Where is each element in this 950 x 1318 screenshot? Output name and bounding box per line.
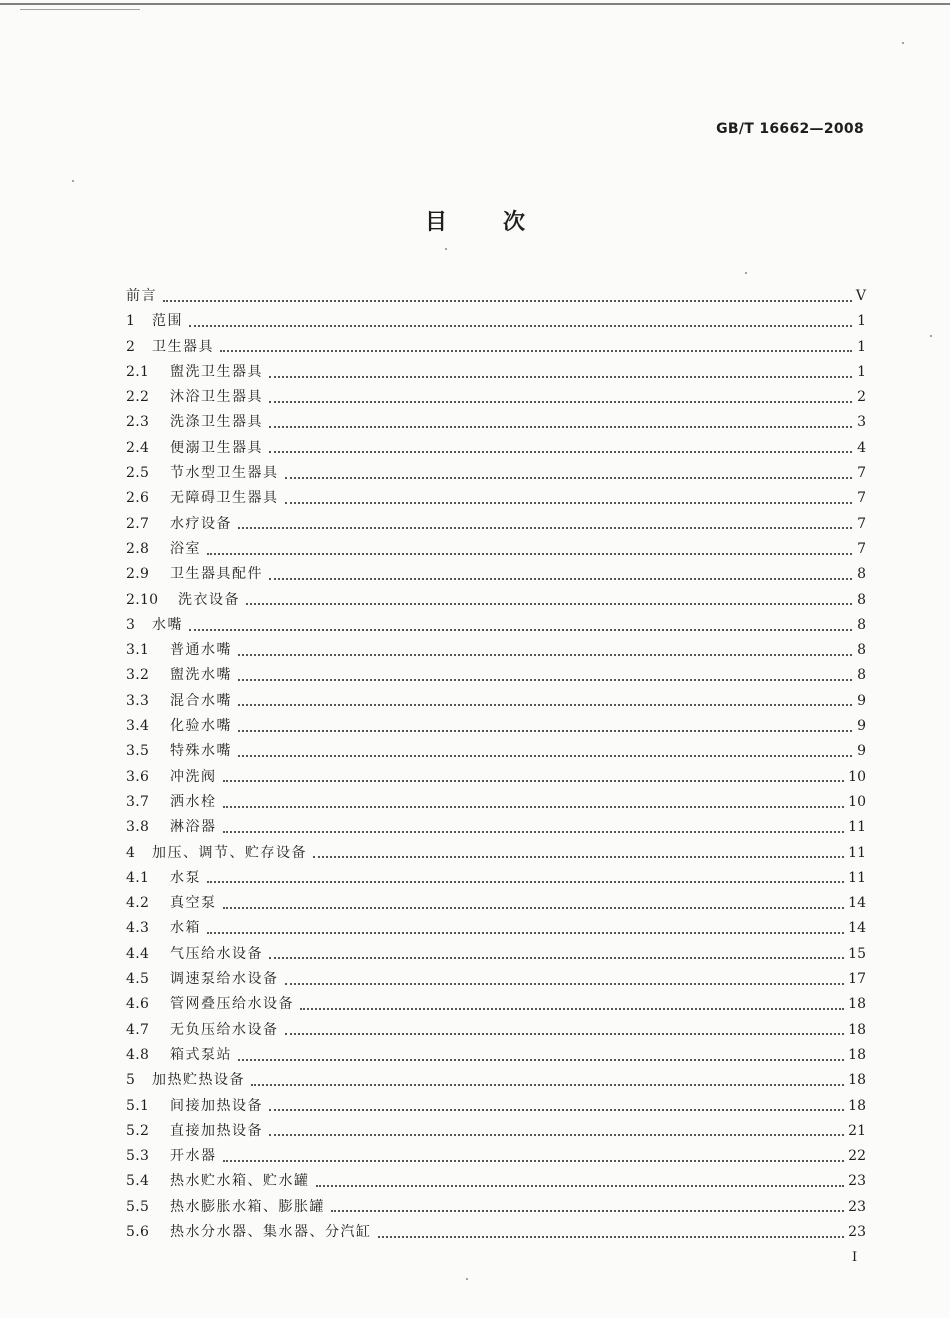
toc-leader-dots: [238, 1059, 844, 1061]
toc-leader-dots: [223, 806, 845, 808]
toc-label: 水疗设备: [170, 515, 232, 532]
toc-leader-dots: [223, 1160, 845, 1162]
toc-leader-dots: [246, 603, 852, 605]
scan-speck: [445, 248, 447, 250]
toc-leader-dots: [238, 704, 852, 706]
toc-leader-dots: [285, 983, 845, 985]
toc-row: [126, 842, 866, 867]
toc-label: 箱式泵站: [170, 1046, 232, 1063]
toc-number: 2.3: [126, 414, 150, 431]
toc-label: 化验水嘴: [170, 718, 232, 735]
toc-label: 水嘴: [152, 616, 183, 633]
toc-page-number: V: [855, 288, 866, 304]
scan-speck: [72, 180, 74, 182]
toc-leader-dots: [269, 376, 852, 378]
toc-label: 气压给水设备: [170, 945, 263, 962]
toc-page-number: 21: [848, 1122, 866, 1139]
toc-row: [126, 563, 866, 588]
toc-label: 便溺卫生器具: [170, 439, 263, 456]
toc-row: [126, 867, 866, 892]
toc-page-number: 7: [857, 465, 866, 482]
toc-page-number: 10: [848, 793, 866, 810]
toc-number: 4.8: [126, 1046, 150, 1063]
toc-page-number: 1: [857, 313, 866, 330]
toc-number: 3: [126, 616, 136, 633]
toc-row: [126, 740, 866, 765]
toc-leader-dots: [238, 730, 852, 732]
title-char-1: 目: [424, 210, 447, 235]
toc-number: 1: [126, 313, 136, 330]
toc-page-number: 1: [857, 363, 866, 380]
toc-leader-dots: [300, 1008, 844, 1010]
toc-page-number: 7: [857, 515, 866, 532]
toc-number: 4.6: [126, 996, 150, 1013]
toc-leader-dots: [331, 1210, 844, 1212]
toc-row: [126, 791, 866, 816]
toc-number: 2.7: [126, 515, 150, 532]
toc-label: 范围: [152, 313, 183, 330]
toc-number: 4.5: [126, 971, 150, 988]
toc-page-number: 7: [857, 540, 866, 557]
toc-leader-dots: [223, 780, 845, 782]
toc-label: 卫生器具: [152, 338, 214, 355]
toc-page-number: 23: [848, 1173, 866, 1190]
toc-number: 2.9: [126, 566, 150, 583]
toc-page-number: 2: [857, 389, 866, 406]
toc-number: 5.4: [126, 1173, 150, 1190]
toc-label: 前言: [126, 288, 157, 304]
toc-label: 水箱: [170, 920, 201, 937]
toc-page-number: 17: [848, 971, 866, 988]
toc-label: 真空泵: [170, 895, 217, 912]
toc-leader-dots: [238, 755, 852, 757]
toc-row: [126, 639, 866, 664]
toc-leader-dots: [285, 477, 853, 479]
toc-label: 普通水嘴: [170, 642, 232, 659]
toc-row: [126, 993, 866, 1018]
standard-code: GB/T 16662—2008: [716, 121, 864, 137]
toc-leader-dots: [313, 856, 844, 858]
toc-label: 开水器: [170, 1148, 217, 1165]
toc-label: 调速泵给水设备: [170, 971, 279, 988]
toc-page-number: 8: [857, 616, 866, 633]
toc-label: 热水贮水箱、贮水罐: [170, 1173, 310, 1190]
toc-label: 洒水栓: [170, 793, 217, 810]
toc-leader-dots: [269, 401, 852, 403]
toc-label: 管网叠压给水设备: [170, 996, 294, 1013]
toc-number: 5.5: [126, 1198, 150, 1215]
toc-number: 2.2: [126, 389, 150, 406]
toc-page-number: 14: [848, 920, 866, 937]
toc-leader-dots: [163, 300, 852, 302]
toc-row: [126, 766, 866, 791]
toc-page-number: 11: [848, 819, 866, 836]
toc-leader-dots: [269, 957, 844, 959]
toc-leader-dots: [285, 502, 853, 504]
toc-leader-dots: [207, 881, 844, 883]
scan-speck: [902, 42, 904, 44]
toc-row: [126, 816, 866, 841]
toc-row: [126, 437, 866, 462]
toc-label: 洗涤卫生器具: [170, 414, 263, 431]
toc-row: [126, 462, 866, 487]
toc-number: 3.2: [126, 667, 150, 684]
toc-leader-dots: [207, 932, 844, 934]
toc-page-number: 9: [857, 692, 866, 709]
toc-page-number: 23: [848, 1223, 866, 1240]
toc-label: 水泵: [170, 869, 201, 886]
scan-speck: [930, 335, 932, 337]
toc-row: [126, 513, 866, 538]
toc-page-number: 8: [857, 591, 866, 608]
toc-number: 4.1: [126, 869, 150, 886]
scan-edge-line-short: [20, 9, 140, 10]
toc-row: [126, 589, 866, 614]
toc-row: [126, 943, 866, 968]
table-of-contents: [126, 285, 866, 1246]
toc-page-number: 3: [857, 414, 866, 431]
toc-page-number: 18: [848, 1072, 866, 1089]
toc-label: 洗衣设备: [178, 591, 240, 608]
toc-page-number: 9: [857, 718, 866, 735]
toc-row: [126, 310, 866, 335]
toc-page-number: 7: [857, 490, 866, 507]
toc-number: 3.8: [126, 819, 150, 836]
toc-number: 5.1: [126, 1097, 150, 1114]
toc-row: [126, 361, 866, 386]
toc-row: [126, 1170, 866, 1195]
toc-row: [126, 917, 866, 942]
toc-row: [126, 411, 866, 436]
toc-number: 4.2: [126, 895, 150, 912]
toc-number: 5.2: [126, 1122, 150, 1139]
toc-page-number: 11: [848, 844, 866, 861]
toc-page-number: 18: [848, 996, 866, 1013]
toc-label: 盥洗卫生器具: [170, 363, 263, 380]
toc-row: [126, 1019, 866, 1044]
toc-page-number: 18: [848, 1046, 866, 1063]
toc-label: 直接加热设备: [170, 1122, 263, 1139]
toc-label: 淋浴器: [170, 819, 217, 836]
toc-label: 热水分水器、集水器、分汽缸: [170, 1223, 372, 1240]
toc-row: [126, 1044, 866, 1069]
toc-number: 2: [126, 338, 136, 355]
toc-number: 2.5: [126, 465, 150, 482]
toc-label: 热水膨胀水箱、膨胀罐: [170, 1198, 325, 1215]
toc-label: 间接加热设备: [170, 1097, 263, 1114]
toc-number: 3.6: [126, 768, 150, 785]
toc-label: 浴室: [170, 540, 201, 557]
toc-number: 4.7: [126, 1021, 150, 1038]
toc-leader-dots: [223, 907, 845, 909]
toc-leader-dots: [285, 1033, 845, 1035]
toc-leader-dots: [220, 350, 852, 352]
toc-row: [126, 336, 866, 361]
page-title: [0, 205, 950, 236]
toc-row: [126, 1095, 866, 1120]
toc-page-number: 18: [848, 1021, 866, 1038]
toc-row: [126, 1221, 866, 1246]
toc-number: 3.3: [126, 692, 150, 709]
toc-page-number: 18: [848, 1097, 866, 1114]
toc-page-number: 8: [857, 667, 866, 684]
toc-page-number: 14: [848, 895, 866, 912]
toc-number: 4.4: [126, 945, 150, 962]
toc-row: [126, 664, 866, 689]
toc-leader-dots: [269, 578, 852, 580]
scan-speck: [745, 272, 747, 274]
toc-row: [126, 1069, 866, 1094]
toc-leader-dots: [189, 325, 852, 327]
toc-row: [126, 1196, 866, 1221]
toc-number: 3.1: [126, 642, 150, 659]
toc-row: [126, 285, 866, 310]
toc-leader-dots: [238, 679, 852, 681]
toc-page-number: 8: [857, 566, 866, 583]
toc-leader-dots: [238, 527, 852, 529]
toc-number: 4.3: [126, 920, 150, 937]
toc-label: 特殊水嘴: [170, 743, 232, 760]
toc-row: [126, 538, 866, 563]
toc-label: 沐浴卫生器具: [170, 389, 263, 406]
toc-leader-dots: [378, 1236, 845, 1238]
toc-number: 2.8: [126, 540, 150, 557]
toc-number: 2.4: [126, 439, 150, 456]
toc-label: 冲洗阀: [170, 768, 217, 785]
toc-label: 节水型卫生器具: [170, 465, 279, 482]
title-char-2: 次: [503, 210, 526, 235]
toc-number: 2.1: [126, 363, 150, 380]
toc-label: 卫生器具配件: [170, 566, 263, 583]
page-number: I: [852, 1250, 858, 1265]
toc-leader-dots: [269, 1109, 844, 1111]
toc-leader-dots: [269, 426, 852, 428]
toc-page-number: 9: [857, 743, 866, 760]
toc-label: 盥洗水嘴: [170, 667, 232, 684]
toc-leader-dots: [269, 451, 852, 453]
scan-speck: [466, 1278, 468, 1280]
toc-row: [126, 715, 866, 740]
scan-edge-line: [0, 3, 950, 5]
toc-page-number: 4: [857, 439, 866, 456]
toc-label: 无障碍卫生器具: [170, 490, 279, 507]
toc-label: 混合水嘴: [170, 692, 232, 709]
toc-row: [126, 1145, 866, 1170]
toc-number: 5.6: [126, 1223, 150, 1240]
toc-row: [126, 614, 866, 639]
toc-number: 4: [126, 844, 136, 861]
toc-row: [126, 386, 866, 411]
toc-row: [126, 892, 866, 917]
toc-row: [126, 968, 866, 993]
toc-row: [126, 1120, 866, 1145]
toc-number: 2.6: [126, 490, 150, 507]
toc-number: 3.5: [126, 743, 150, 760]
toc-page-number: 10: [848, 768, 866, 785]
toc-number: 3.7: [126, 793, 150, 810]
toc-leader-dots: [316, 1185, 845, 1187]
toc-page-number: 11: [848, 869, 866, 886]
toc-leader-dots: [238, 654, 852, 656]
toc-page-number: 1: [857, 338, 866, 355]
toc-number: 5.3: [126, 1148, 150, 1165]
toc-page-number: 15: [848, 945, 866, 962]
toc-number: 5: [126, 1072, 136, 1089]
toc-label: 加压、调节、贮存设备: [152, 844, 307, 861]
toc-page-number: 22: [848, 1148, 866, 1165]
toc-leader-dots: [251, 1084, 844, 1086]
toc-leader-dots: [223, 831, 845, 833]
toc-row: [126, 690, 866, 715]
toc-label: 无负压给水设备: [170, 1021, 279, 1038]
toc-leader-dots: [189, 629, 852, 631]
toc-leader-dots: [207, 553, 852, 555]
toc-page-number: 8: [857, 642, 866, 659]
toc-leader-dots: [269, 1134, 844, 1136]
toc-row: [126, 487, 866, 512]
toc-number: 3.4: [126, 718, 150, 735]
toc-number: 2.10: [126, 591, 159, 608]
toc-page-number: 23: [848, 1198, 866, 1215]
toc-label: 加热贮热设备: [152, 1072, 245, 1089]
